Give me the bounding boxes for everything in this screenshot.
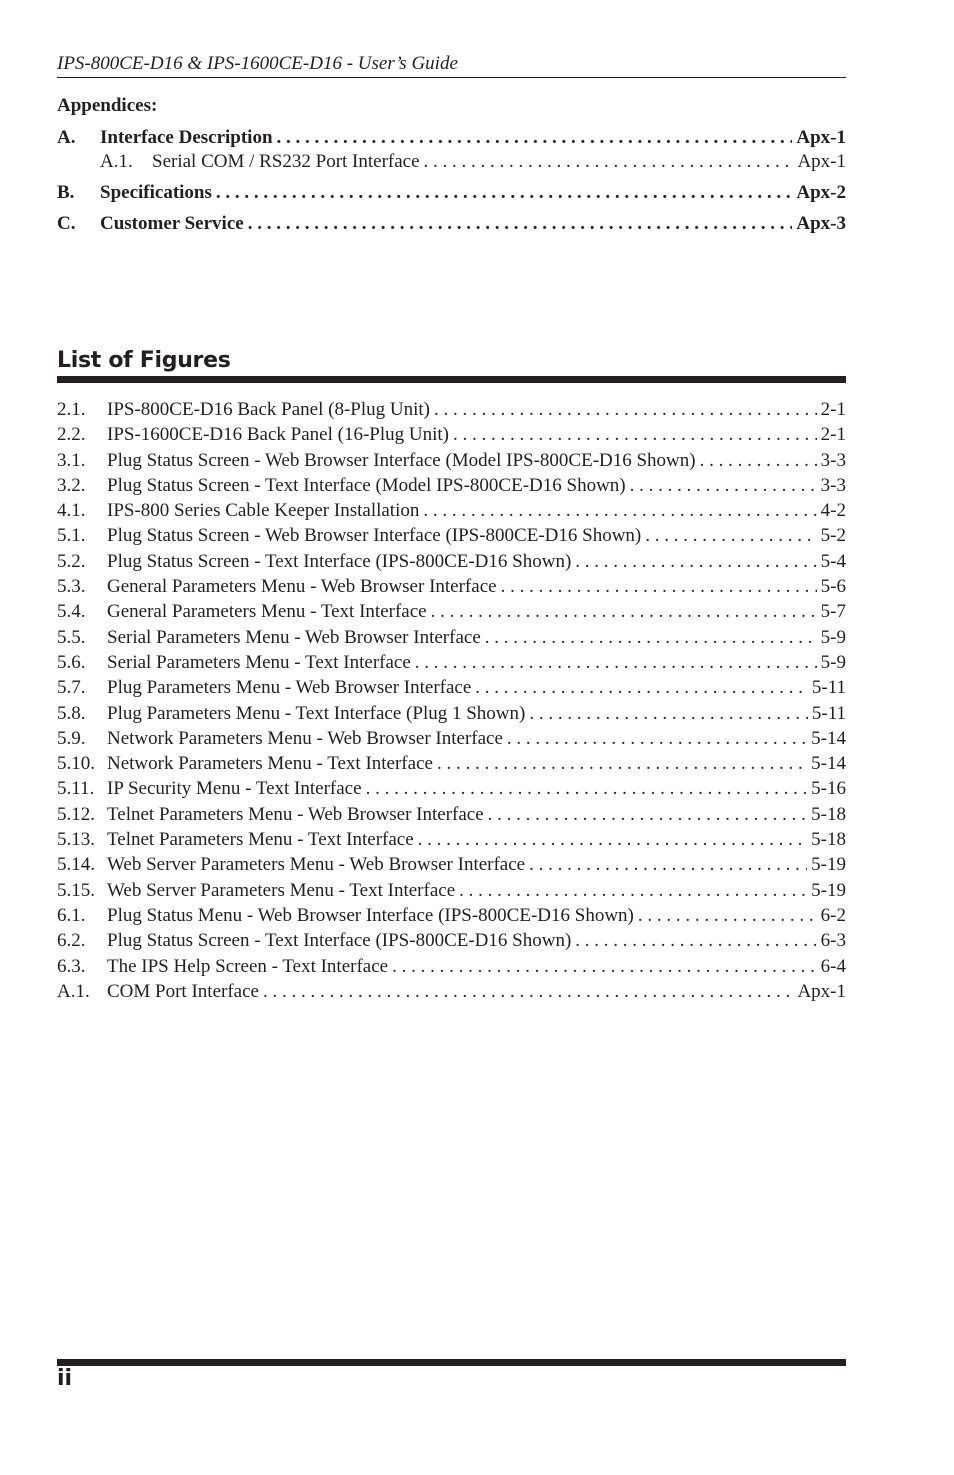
figure-entry[interactable] (57, 675, 846, 700)
toc-entry-title: Interface Description (100, 127, 273, 148)
figure-number: 3.2. (57, 474, 86, 496)
dot-leader (488, 802, 808, 827)
dot-leader (501, 574, 817, 599)
dot-leader (423, 498, 816, 523)
figure-page: Apx-1 (797, 980, 846, 1002)
figure-title: IPS-800CE-D16 Back Panel (8-Plug Unit) (107, 399, 430, 420)
figure-number: 5.6. (57, 651, 86, 673)
figure-number: 5.9. (57, 727, 86, 749)
figure-number: A.1. (57, 980, 90, 1002)
figure-page: 2-1 (820, 399, 846, 420)
toc-entry-label: A.1. (100, 151, 133, 172)
figure-title: IPS-1600CE-D16 Back Panel (16-Plug Unit) (107, 424, 449, 446)
dot-leader (485, 625, 817, 650)
footer-divider (57, 1359, 846, 1366)
figure-entry[interactable] (57, 878, 846, 903)
toc-entry-page: Apx-1 (796, 127, 846, 148)
figure-title: COM Port Interface (107, 980, 259, 1002)
figure-number: 4.1. (57, 500, 86, 522)
figure-title: Plug Status Screen - Text Interface (Model IPS-800CE-D16 Shown) (107, 474, 626, 496)
figure-title: General Parameters Menu - Web Browser Interface (107, 576, 497, 598)
figure-page: 6-4 (820, 955, 846, 977)
figure-entry[interactable] (57, 549, 846, 574)
figure-entry[interactable] (57, 852, 846, 877)
figure-entry[interactable] (57, 625, 846, 650)
figure-entry[interactable] (57, 827, 846, 852)
figure-number: 5.8. (57, 702, 86, 724)
figure-entry[interactable] (57, 473, 846, 498)
figure-page: 5-7 (820, 601, 846, 623)
figure-entry[interactable] (57, 498, 846, 523)
dot-leader (248, 212, 793, 236)
figure-title: IP Security Menu - Text Interface (107, 778, 362, 800)
dot-leader (366, 776, 808, 801)
section-divider (57, 376, 846, 383)
figure-page: 5-19 (811, 879, 846, 901)
dot-leader (645, 523, 816, 548)
figure-title: Plug Status Screen - Web Browser Interface (Model IPS-800CE-D16 Shown) (107, 449, 696, 471)
figure-entry[interactable] (57, 650, 846, 675)
dot-leader (700, 448, 817, 473)
figure-entry[interactable] (57, 979, 846, 1004)
figure-number: 5.15. (57, 879, 95, 901)
figure-title: Plug Status Screen - Web Browser Interface (IPS-800CE-D16 Shown) (107, 525, 642, 547)
toc-entry-letter: A. (57, 127, 76, 148)
dot-leader (415, 650, 817, 675)
figure-page: 5-14 (811, 727, 846, 749)
figure-number: 5.5. (57, 626, 86, 648)
figure-page: 5-18 (811, 829, 846, 851)
document-title: IPS-800CE-D16 & IPS-1600CE-D16 - User’s Guide (57, 53, 458, 74)
figure-page: 5-18 (811, 803, 846, 825)
figures-list (57, 397, 846, 1004)
figure-number: 5.12. (57, 803, 95, 825)
figure-page: 5-6 (820, 576, 846, 598)
dot-leader (263, 979, 793, 1004)
figure-page: 6-3 (820, 930, 846, 952)
figure-title: IPS-800 Series Cable Keeper Installation (107, 500, 420, 522)
toc-entry-letter: B. (57, 182, 75, 203)
figure-entry[interactable] (57, 802, 846, 827)
figure-title: Web Server Parameters Menu - Text Interface (107, 879, 456, 901)
figure-number: 6.2. (57, 930, 86, 952)
toc-entry-letter: C. (57, 213, 76, 234)
figure-page: 4-2 (820, 500, 846, 522)
figure-page: 2-1 (820, 424, 846, 446)
figure-number: 2.2. (57, 424, 86, 446)
figure-entry[interactable] (57, 422, 846, 447)
figure-title: Plug Status Screen - Text Interface (IPS-800CE-D16 Shown) (107, 550, 572, 572)
figure-page: 5-9 (820, 626, 846, 648)
figure-title: Serial Parameters Menu - Web Browser Interface (107, 626, 481, 648)
figure-number: 5.7. (57, 677, 86, 699)
figure-number: 5.1. (57, 525, 86, 547)
dot-leader (453, 422, 817, 447)
figure-page: 3-3 (820, 474, 846, 496)
figure-title: Network Parameters Menu - Text Interface (107, 753, 433, 775)
figure-page: 5-16 (811, 778, 846, 800)
dot-leader (424, 150, 794, 174)
toc-entry-appendix-a1[interactable] (57, 150, 846, 174)
figure-title: Plug Status Screen - Text Interface (IPS-800CE-D16 Shown) (107, 930, 572, 952)
figure-page: 5-9 (820, 651, 846, 673)
figure-entry[interactable] (57, 701, 846, 726)
figure-title: Plug Parameters Menu - Web Browser Interface (107, 677, 472, 699)
toc-entry-title: Serial COM / RS232 Port Interface (152, 151, 420, 172)
dot-leader (418, 827, 808, 852)
figure-entry[interactable] (57, 448, 846, 473)
figure-title: Serial Parameters Menu - Text Interface (107, 651, 411, 673)
figure-entry[interactable] (57, 751, 846, 776)
figure-entry[interactable] (57, 903, 846, 928)
dot-leader (216, 181, 792, 205)
list-of-figures-heading: List of Figures (57, 348, 231, 373)
dot-leader (475, 675, 808, 700)
figure-number: 5.11. (57, 778, 95, 800)
toc-entry-page: Apx-1 (797, 151, 846, 172)
figure-page: 3-3 (820, 449, 846, 471)
dot-leader (529, 852, 807, 877)
dot-leader (459, 878, 807, 903)
dot-leader (507, 726, 807, 751)
figure-number: 5.14. (57, 854, 95, 876)
appendices-heading-text: Appendices: (57, 95, 158, 116)
dot-leader (529, 701, 808, 726)
figure-number: 6.3. (57, 955, 86, 977)
dot-leader (638, 903, 817, 928)
figure-page: 5-14 (811, 753, 846, 775)
figure-title: Telnet Parameters Menu - Text Interface (107, 829, 414, 851)
figure-number: 5.13. (57, 829, 95, 851)
figure-number: 6.1. (57, 904, 86, 926)
figure-entry[interactable] (57, 726, 846, 751)
figure-number: 5.10. (57, 753, 95, 775)
dot-leader (575, 549, 816, 574)
figure-page: 6-2 (820, 904, 846, 926)
figure-title: The IPS Help Screen - Text Interface (107, 955, 389, 977)
figure-page: 5-2 (820, 525, 846, 547)
figure-page: 5-11 (811, 702, 846, 724)
dot-leader (431, 599, 817, 624)
figure-title: Plug Status Menu - Web Browser Interface (IPS-800CE-D16 Shown) (107, 904, 634, 926)
figure-page: 5-11 (811, 677, 846, 699)
figure-entry[interactable] (57, 599, 846, 624)
figure-title: Telnet Parameters Menu - Web Browser Interface (107, 803, 484, 825)
figure-title: General Parameters Menu - Text Interface (107, 601, 427, 623)
figure-entry[interactable] (57, 776, 846, 801)
toc-entry-appendix-c[interactable] (57, 212, 846, 236)
figure-number: 2.1. (57, 399, 86, 420)
toc-entry-page: Apx-2 (796, 182, 846, 203)
figure-number: 3.1. (57, 449, 86, 471)
figure-entry[interactable] (57, 954, 846, 979)
dot-leader (434, 397, 817, 422)
appendices-heading (57, 94, 846, 118)
dot-leader (437, 751, 807, 776)
toc-entry-title: Specifications (100, 182, 212, 203)
figure-page: 5-19 (811, 854, 846, 876)
figure-title: Plug Parameters Menu - Text Interface (Plug 1 Shown) (107, 702, 526, 724)
figure-entry[interactable] (57, 523, 846, 548)
figure-entry[interactable] (57, 397, 846, 422)
dot-leader (277, 126, 793, 150)
dot-leader (630, 473, 817, 498)
running-header (57, 51, 846, 78)
dot-leader (575, 928, 816, 953)
dot-leader (392, 954, 817, 979)
figure-number: 5.2. (57, 550, 86, 572)
toc-entry-title: Customer Service (100, 213, 244, 234)
figure-number: 5.3. (57, 576, 86, 598)
toc-entry-page: Apx-3 (796, 213, 846, 234)
figure-number: 5.4. (57, 601, 86, 623)
page-number: ii (57, 1366, 73, 1391)
figure-entry[interactable] (57, 574, 846, 599)
toc-entry-appendix-a[interactable] (57, 126, 846, 150)
toc-entry-appendix-b[interactable] (57, 181, 846, 205)
figure-entry[interactable] (57, 928, 846, 953)
figure-title: Network Parameters Menu - Web Browser Interface (107, 727, 503, 749)
figure-page: 5-4 (820, 550, 846, 572)
figure-title: Web Server Parameters Menu - Web Browser Interface (107, 854, 526, 876)
